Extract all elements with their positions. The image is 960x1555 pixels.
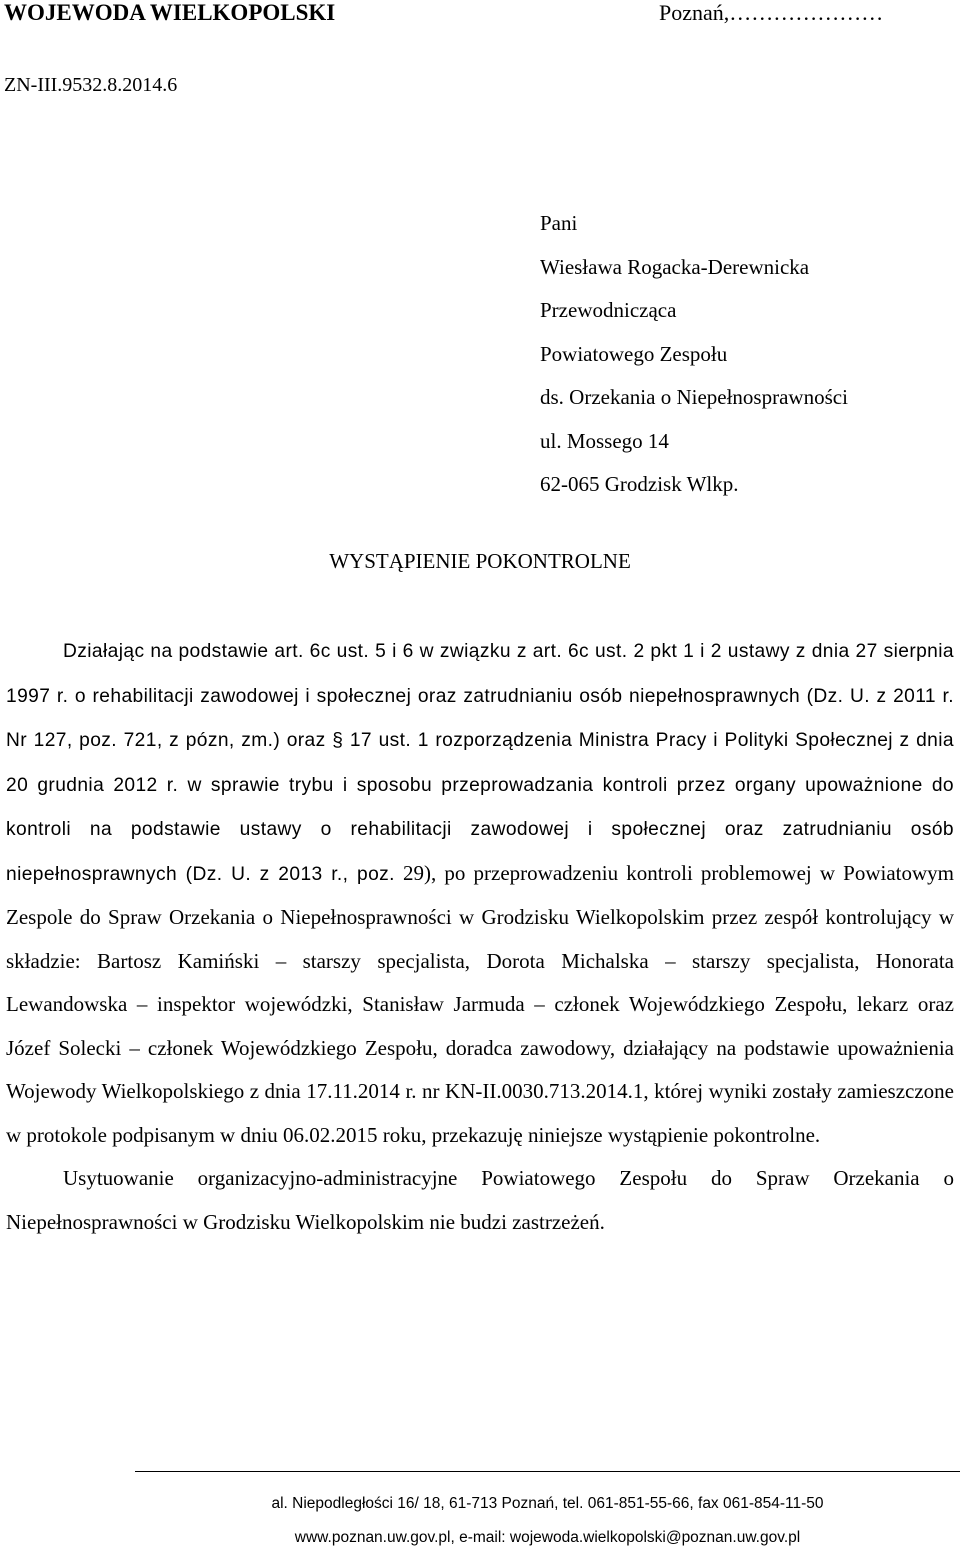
document-heading: WYSTĄPIENIE POKONTROLNE	[329, 549, 631, 573]
footer	[135, 1487, 960, 1555]
recipient-name: Wiesława Rogacka-Derewnicka	[540, 254, 810, 279]
recipient-address	[540, 202, 848, 507]
body-paragraph-1	[6, 629, 954, 1157]
place-date: Poznań,…………………	[659, 0, 884, 25]
inspection-details-text: 29), po przeprowadzeniu kontroli problemowej w Powiatowym Zespole do Spraw Orzekania o Niepełnosprawności w Grodzisku Wielkopolskim przez zespół kontrolujący w składzie: Bartosz Kamiński – starszy specjalista, Dorota Michalska – starszy specjalista, Honorata Lewandowska – inspektor wojewódzki, Stanisław Jarmuda – członek Wojewódzkiego Zespołu, lekarz oraz Józef Solecki – członek Wojewódzkiego Zespołu, doradca zawodowy, działający na podstawie upoważnienia Wojewody Wielkopolskiego z dnia 17.11.2014 r. nr KN-II.0030.713.2014.1, której wyniki zostały zamieszczone w protokole podpisanym w dniu 06.02.2015 roku, przekazuję niniejsze wystąpienie pokontrolne.	[6, 860, 955, 1147]
footer-divider	[135, 1471, 960, 1472]
recipient-salutation: Pani	[540, 211, 578, 235]
legal-basis-text: Działając na podstawie art. 6c ust. 5 i 6 w związku z art. 6c ust. 2 pkt 1 i 2 ustawy z dnia 27 sierpnia 1997 r. o rehabilitacji zawodowej i społecznej oraz zatrudnianiu osób niepełnosprawnych (Dz. U. z 2011 r. Nr 127, poz. 721, z pózn, zm.) oraz § 17 ust. 1 rozporządzenia Ministra Pracy i Polityki Społecznej z dnia 20 grudnia 2012 r. w sprawie trybu i sposobu przeprowadzania kontroli przez organy upoważnione do kontroli na podstawie ustawy o rehabilitacji zawodowej i społecznej oraz zatrudnianiu osób niepełnosprawnych (Dz. U. z 2013 r., poz.	[6, 641, 954, 885]
document-body	[6, 629, 954, 1244]
footer-address: al. Niepodległości 16/ 18, 61-713 Poznań, tel. 061-851-55-66, fax 061-854-11-50	[271, 1495, 824, 1512]
reference-number: ZN-III.9532.8.2014.6	[4, 74, 178, 96]
recipient-street: ul. Mossego 14	[540, 428, 669, 453]
body-paragraph-2: Usytuowanie organizacyjno-administracyjne Powiatowego Zespołu do Spraw Orzekania o Niepełnosprawności w Grodzisku Wielkopolskim nie budzi zastrzeżeń.	[6, 1166, 954, 1234]
recipient-institution-line1: Powiatowego Zespołu	[540, 341, 728, 366]
recipient-institution-line2: ds. Orzekania o Niepełnosprawności	[540, 385, 848, 409]
footer-contact: www.poznan.uw.gov.pl, e-mail: wojewoda.wielkopolski@poznan.uw.gov.pl	[294, 1529, 801, 1546]
recipient-city: 62-065 Grodzisk Wlkp.	[540, 472, 739, 496]
recipient-position: Przewodnicząca	[540, 298, 677, 322]
authority-header: WOJEWODA WIELKOPOLSKI	[4, 0, 336, 25]
